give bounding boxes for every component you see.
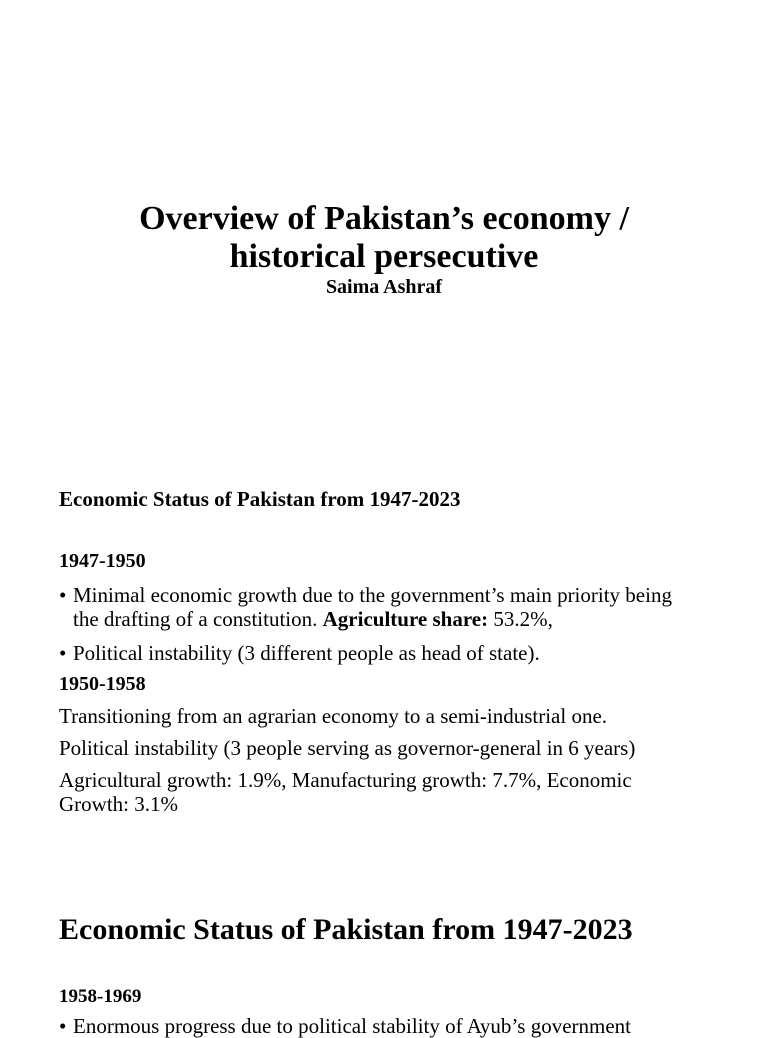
paragraph-political-instability: Political instability (3 people serving as governor-general in 6 years) <box>59 736 636 760</box>
agriculture-share-value: 53.2%, <box>493 607 553 631</box>
title-line-1: Overview of Pakistan’s economy / <box>139 200 629 237</box>
bullet-icon: • <box>59 641 67 665</box>
title-line-2: historical persecutive <box>229 238 539 275</box>
author-name: Saima Ashraf <box>325 276 443 298</box>
content-slide-2 <box>0 890 768 1038</box>
slide-heading: Economic Status of Pakistan from 1947-2023 <box>59 913 633 946</box>
paragraph-transition: Transitioning from an agrarian economy to a semi-industrial one. <box>59 704 608 728</box>
bullet-text: Minimal economic growth due to the government’s main priority being the drafting of a constitution. <box>73 583 672 631</box>
list-item <box>59 1014 679 1038</box>
title-slide <box>0 0 768 470</box>
bullet-icon: • <box>59 583 67 607</box>
bullet-icon: • <box>59 1014 67 1038</box>
bullet-text: Enormous progress due to political stability of Ayub’s government <box>73 1014 631 1038</box>
list-item <box>59 641 679 665</box>
period-heading-1950-1958: 1950-1958 <box>59 673 146 695</box>
period-heading-1947-1950: 1947-1950 <box>59 550 146 572</box>
bullet-text: Political instability (3 different people as head of state). <box>73 641 540 665</box>
paragraph-growth-figures: Agricultural growth: 1.9%, Manufacturing growth: 7.7%, Economic Growth: 3.1% <box>59 768 632 816</box>
content-slide-1 <box>0 470 768 890</box>
presentation-title <box>0 200 768 276</box>
bullet-list-1958-1969 <box>59 1014 679 1038</box>
slide-heading: Economic Status of Pakistan from 1947-2023 <box>59 487 461 511</box>
period-heading-1958-1969: 1958-1969 <box>59 986 142 1007</box>
list-item <box>59 583 679 631</box>
agriculture-share-label: Agriculture share: <box>322 607 489 631</box>
bullet-list-1947-1950 <box>59 583 679 665</box>
